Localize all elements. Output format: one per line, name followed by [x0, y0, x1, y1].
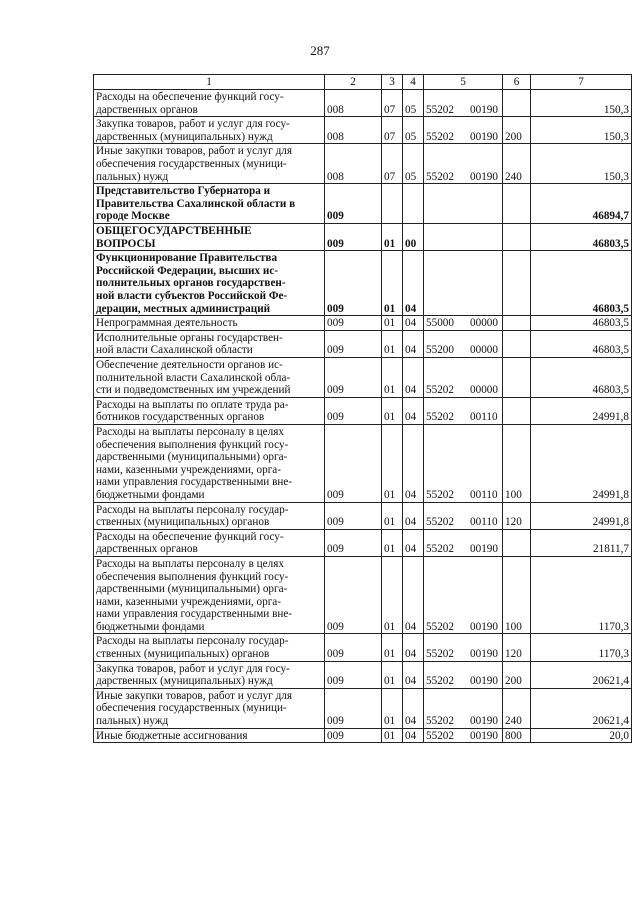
- row-target-article: [424, 556, 503, 634]
- table-row: [94, 251, 632, 316]
- row-target-article-direction: 00110: [470, 488, 498, 501]
- row-name: Представительство Губернатора и Правительства Сахалинской области в городе Москве: [94, 184, 325, 224]
- table-row: [94, 634, 632, 661]
- table-row: [94, 330, 632, 357]
- row-grbs: 008: [325, 117, 382, 144]
- row-target-article-program: 55202: [426, 130, 454, 143]
- row-grbs: 009: [325, 184, 382, 224]
- row-target-article: [424, 117, 503, 144]
- row-subsection: 04: [403, 424, 424, 502]
- row-section: [382, 184, 403, 224]
- row-target-article: [424, 661, 503, 688]
- budget-table: [93, 74, 632, 743]
- row-expense-type: [503, 316, 531, 331]
- row-expense-type: 200: [503, 117, 531, 144]
- row-name: ОБЩЕГОСУДАРСТВЕННЫЕ ВОПРОСЫ: [94, 223, 325, 250]
- row-expense-type: 100: [503, 424, 531, 502]
- row-subsection: 05: [403, 117, 424, 144]
- row-target-article: [424, 184, 503, 224]
- row-grbs: 008: [325, 144, 382, 184]
- row-section: 01: [382, 357, 403, 397]
- table-row: [94, 688, 632, 728]
- row-name: Иные закупки товаров, работ и услуг для обеспечения государственных (муници- пальных) нужд: [94, 144, 325, 184]
- row-sum: 150,3: [531, 117, 632, 144]
- header-col-6: 6: [503, 75, 531, 90]
- row-subsection: 04: [403, 661, 424, 688]
- row-sum: 24991,8: [531, 397, 632, 424]
- row-section: 01: [382, 223, 403, 250]
- row-grbs: 009: [325, 529, 382, 556]
- row-target-article-program: 55202: [426, 170, 454, 183]
- row-grbs: 009: [325, 223, 382, 250]
- row-expense-type: 120: [503, 634, 531, 661]
- table-row: [94, 223, 632, 250]
- row-expense-type: [503, 184, 531, 224]
- row-target-article: [424, 223, 503, 250]
- row-expense-type: [503, 397, 531, 424]
- row-expense-type: [503, 330, 531, 357]
- row-target-article-program: 55202: [426, 516, 454, 529]
- row-subsection: 04: [403, 397, 424, 424]
- row-target-article-direction: 00110: [470, 516, 498, 529]
- table-row: [94, 502, 632, 529]
- row-grbs: 009: [325, 661, 382, 688]
- row-sum: 20621,4: [531, 661, 632, 688]
- row-subsection: 04: [403, 728, 424, 743]
- row-name: Расходы на выплаты персоналу государ- ственных (муниципальных) органов: [94, 634, 325, 661]
- row-expense-type: [503, 251, 531, 316]
- row-target-article-program: 55202: [426, 384, 454, 397]
- row-expense-type: [503, 529, 531, 556]
- row-name: Закупка товаров, работ и услуг для госу- дарственных (муниципальных) нужд: [94, 661, 325, 688]
- row-target-article-direction: 00190: [470, 130, 498, 143]
- row-subsection: 05: [403, 144, 424, 184]
- table-row: [94, 424, 632, 502]
- row-target-article-program: 55202: [426, 675, 454, 688]
- row-target-article: [424, 502, 503, 529]
- header-col-4: 4: [403, 75, 424, 90]
- row-sum: 46803,5: [531, 223, 632, 250]
- header-row: [94, 75, 632, 90]
- row-subsection: 04: [403, 634, 424, 661]
- row-grbs: 009: [325, 357, 382, 397]
- row-grbs: 009: [325, 502, 382, 529]
- row-name: Закупка товаров, работ и услуг для госу- дарственных (муниципальных) нужд: [94, 117, 325, 144]
- row-subsection: 00: [403, 223, 424, 250]
- row-target-article: [424, 634, 503, 661]
- row-target-article-program: 55202: [426, 103, 454, 116]
- row-name: Расходы на обеспечение функций госу- дарственных органов: [94, 90, 325, 117]
- row-grbs: 008: [325, 90, 382, 117]
- row-target-article-program: 55202: [426, 543, 454, 556]
- row-name: Расходы на выплаты персоналу государ- ственных (муниципальных) органов: [94, 502, 325, 529]
- row-grbs: 009: [325, 556, 382, 634]
- row-grbs: 009: [325, 330, 382, 357]
- row-sum: 1170,3: [531, 556, 632, 634]
- row-section: 01: [382, 556, 403, 634]
- row-section: 01: [382, 424, 403, 502]
- row-subsection: 05: [403, 90, 424, 117]
- row-target-article-direction: 00190: [470, 648, 498, 661]
- row-name: Функционирование Правительства Российской Федерации, высших ис- полнительных органов государствен- ной власти субъектов Российской Фе- дерации, местных администраций: [94, 251, 325, 316]
- header-col-2: 2: [325, 75, 382, 90]
- row-target-article-direction: 00190: [470, 170, 498, 183]
- row-grbs: 009: [325, 424, 382, 502]
- row-section: 07: [382, 117, 403, 144]
- row-sum: 21811,7: [531, 529, 632, 556]
- row-target-article: [424, 90, 503, 117]
- row-sum: 46803,5: [531, 251, 632, 316]
- row-subsection: 04: [403, 529, 424, 556]
- row-section: 01: [382, 330, 403, 357]
- row-sum: 46803,5: [531, 330, 632, 357]
- row-sum: 24991,8: [531, 502, 632, 529]
- row-grbs: 009: [325, 251, 382, 316]
- row-sum: 150,3: [531, 90, 632, 117]
- row-target-article-direction: 00190: [470, 620, 498, 633]
- row-target-article: [424, 529, 503, 556]
- row-target-article: [424, 144, 503, 184]
- row-section: 07: [382, 144, 403, 184]
- row-target-article: [424, 251, 503, 316]
- row-target-article-program: 55202: [426, 620, 454, 633]
- row-section: 01: [382, 728, 403, 743]
- row-subsection: 04: [403, 688, 424, 728]
- table-row: [94, 397, 632, 424]
- row-name: Расходы на выплаты персоналу в целях обеспечения выполнения функций госу- дарственными (муниципальными) орга- нами, казенными учреждениями, орга- нами управления государственными вне- бюджетными фондами: [94, 556, 325, 634]
- row-expense-type: 200: [503, 661, 531, 688]
- row-section: 01: [382, 316, 403, 331]
- row-target-article-direction: 00190: [470, 103, 498, 116]
- table-row: [94, 556, 632, 634]
- row-expense-type: [503, 223, 531, 250]
- row-target-article-direction: 00110: [470, 411, 498, 424]
- row-name: Иные закупки товаров, работ и услуг для обеспечения государственных (муници- пальных) нужд: [94, 688, 325, 728]
- row-subsection: 04: [403, 556, 424, 634]
- row-target-article-direction: 00190: [470, 729, 498, 742]
- row-subsection: 04: [403, 502, 424, 529]
- row-section: 01: [382, 251, 403, 316]
- row-expense-type: [503, 90, 531, 117]
- row-sum: 20621,4: [531, 688, 632, 728]
- header-col-3: 3: [382, 75, 403, 90]
- table-row: [94, 316, 632, 331]
- row-target-article-program: 55202: [426, 715, 454, 728]
- row-sum: 46803,5: [531, 357, 632, 397]
- row-section: 01: [382, 688, 403, 728]
- table-row: [94, 529, 632, 556]
- row-target-article-direction: 00190: [470, 543, 498, 556]
- row-name: Непрограммная деятельность: [94, 316, 325, 331]
- table-row: [94, 728, 632, 743]
- row-target-article-direction: 00000: [470, 317, 498, 330]
- row-section: 01: [382, 529, 403, 556]
- row-target-article-program: 55202: [426, 648, 454, 661]
- row-expense-type: 100: [503, 556, 531, 634]
- table-row: [94, 117, 632, 144]
- table-row: [94, 357, 632, 397]
- row-expense-type: [503, 357, 531, 397]
- row-sum: 24991,8: [531, 424, 632, 502]
- row-target-article-direction: 00000: [470, 384, 498, 397]
- row-subsection: 04: [403, 330, 424, 357]
- header-col-7: 7: [531, 75, 632, 90]
- row-target-article: [424, 330, 503, 357]
- row-target-article-direction: 00190: [470, 715, 498, 728]
- row-sum: 46803,5: [531, 316, 632, 331]
- row-grbs: 009: [325, 397, 382, 424]
- table-row: [94, 90, 632, 117]
- row-section: 07: [382, 90, 403, 117]
- row-target-article-program: 55200: [426, 344, 454, 357]
- row-grbs: 009: [325, 634, 382, 661]
- row-section: 01: [382, 634, 403, 661]
- row-name: Обеспечение деятельности органов ис- полнительной власти Сахалинской обла- сти и подведомственных им учреждений: [94, 357, 325, 397]
- row-section: 01: [382, 661, 403, 688]
- row-sum: 1170,3: [531, 634, 632, 661]
- page-number: 287: [310, 43, 330, 58]
- row-subsection: 04: [403, 251, 424, 316]
- table-row: [94, 661, 632, 688]
- row-subsection: 04: [403, 316, 424, 331]
- row-target-article-direction: 00000: [470, 344, 498, 357]
- row-target-article: [424, 397, 503, 424]
- row-sum: 46894,7: [531, 184, 632, 224]
- row-section: 01: [382, 502, 403, 529]
- row-grbs: 009: [325, 728, 382, 743]
- row-target-article-direction: 00190: [470, 675, 498, 688]
- row-name: Расходы на выплаты персоналу в целях обеспечения выполнения функций госу- дарственными (муниципальными) орга- нами, казенными учреждениями, орга- нами управления государственными вне- бюджетными фондами: [94, 424, 325, 502]
- row-target-article: [424, 357, 503, 397]
- row-target-article-program: 55202: [426, 729, 454, 742]
- row-sum: 150,3: [531, 144, 632, 184]
- row-target-article: [424, 688, 503, 728]
- row-target-article-program: 55202: [426, 488, 454, 501]
- table-row: [94, 144, 632, 184]
- row-expense-type: 240: [503, 144, 531, 184]
- header-col-1: 1: [94, 75, 325, 90]
- row-sum: 20,0: [531, 728, 632, 743]
- row-name: Иные бюджетные ассигнования: [94, 728, 325, 743]
- row-name: Исполнительные органы государствен- ной власти Сахалинской области: [94, 330, 325, 357]
- row-grbs: 009: [325, 688, 382, 728]
- table-row: [94, 184, 632, 224]
- header-col-5: 5: [424, 75, 503, 90]
- row-subsection: [403, 184, 424, 224]
- row-target-article-program: 55000: [426, 317, 454, 330]
- row-grbs: 009: [325, 316, 382, 331]
- row-target-article-program: 55202: [426, 411, 454, 424]
- row-subsection: 04: [403, 357, 424, 397]
- row-expense-type: 800: [503, 728, 531, 743]
- row-expense-type: 240: [503, 688, 531, 728]
- row-expense-type: 120: [503, 502, 531, 529]
- row-target-article: [424, 424, 503, 502]
- row-target-article: [424, 728, 503, 743]
- row-name: Расходы на обеспечение функций госу- дарственных органов: [94, 529, 325, 556]
- row-name: Расходы на выплаты по оплате труда ра- ботников государственных органов: [94, 397, 325, 424]
- row-target-article: [424, 316, 503, 331]
- row-section: 01: [382, 397, 403, 424]
- table-body: [94, 90, 632, 743]
